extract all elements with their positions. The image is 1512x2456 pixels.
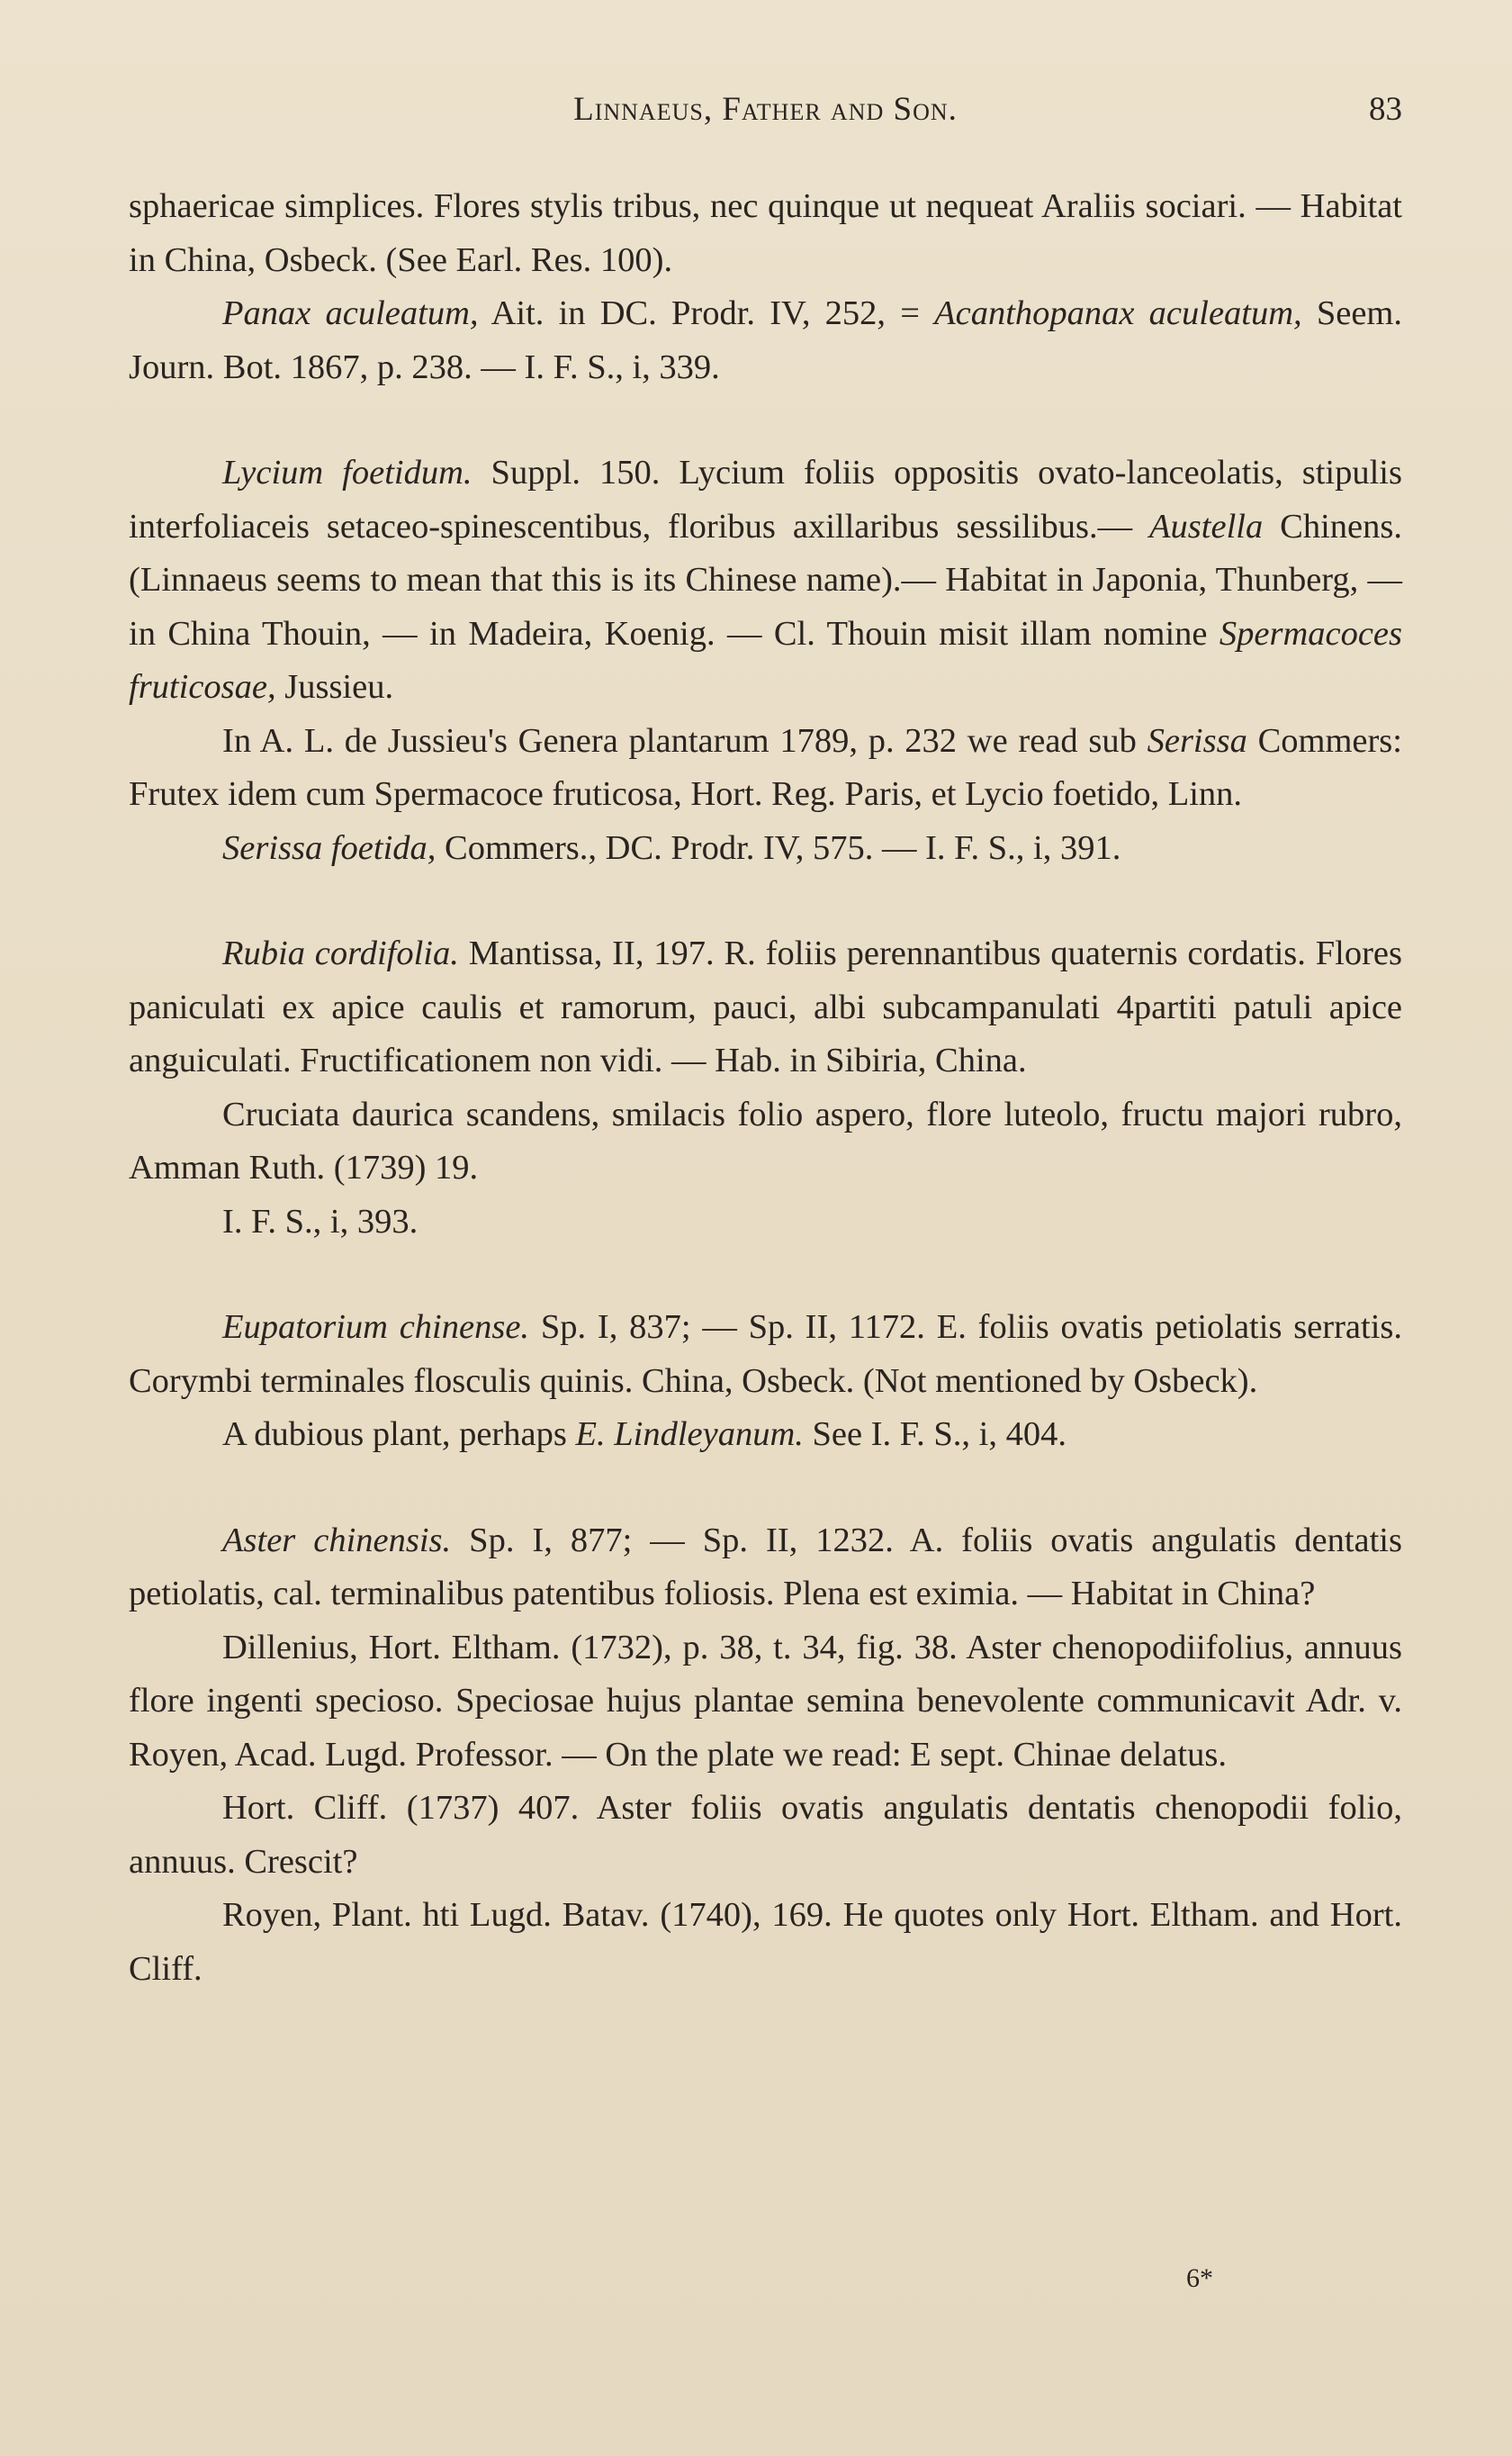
italic-name: Lycium foetidum.: [222, 454, 472, 492]
paragraph: [129, 1196, 1402, 1250]
paragraph-text: Jussieu.: [275, 668, 394, 706]
paragraph: [129, 927, 1402, 1088]
paragraph-text: I. F. S., i, 393.: [222, 1202, 418, 1241]
italic-name: Spermacoces fruticosae,: [129, 614, 1402, 706]
italic-name: Acanthopanax aculeatum,: [934, 294, 1302, 332]
italic-name: Serissa foetida,: [222, 828, 436, 867]
paragraph: [129, 1621, 1402, 1783]
paragraph-text: Commers: Frutex idem cum Spermacoce fruticosa, Hort. Reg. Paris, et Lycio foetido, Linn.: [129, 721, 1402, 813]
paragraph-text: Commers., DC. Prodr. IV, 575. — I. F. S., i, 391.: [436, 828, 1121, 867]
paragraph-text: In A. L. de Jussieu's Genera plantarum 1789, p. 232 we read sub: [222, 721, 1148, 760]
paragraph: [129, 1408, 1402, 1462]
paragraph-text: Chinens. (Linnaeus seems to mean that this is its Chinese name).— Habitat in Japonia, Thunberg, — in China Thouin, — in Madeira, Koenig. — Cl. Thouin misit illam nomine: [129, 507, 1402, 653]
paragraph-text: See I. F. S., i, 404.: [803, 1415, 1066, 1453]
paragraph-text: Sp. I, 837; — Sp. II, 1172. E. foliis ovatis petiolatis serratis. Corymbi terminales flosculis quinis. China, Osbeck. (Not mentioned by Osbeck).: [129, 1308, 1402, 1400]
paragraph-text: Ait. in DC. Prodr. IV, 252, =: [478, 294, 935, 332]
paragraph: [129, 1301, 1402, 1408]
paragraph-text: Royen, Plant. hti Lugd. Batav. (1740), 169. He quotes only Hort. Eltham. and Hort. Cliff.: [129, 1896, 1402, 1988]
page-number: 83: [1369, 91, 1402, 128]
italic-name: Eupatorium chinense.: [222, 1308, 530, 1346]
italic-name: E. Lindleyanum.: [575, 1415, 804, 1453]
italic-name: Rubia cordifolia.: [222, 935, 459, 972]
italic-name: Aster chinensis.: [222, 1521, 452, 1559]
paragraph: [129, 715, 1402, 822]
paragraph: [129, 1782, 1402, 1889]
italic-name: Austella: [1149, 507, 1264, 546]
paragraph: [129, 447, 1402, 715]
page-header: [129, 90, 1402, 144]
paragraph-text: A dubious plant, perhaps: [222, 1415, 576, 1453]
paragraph-text: Suppl. 150. Lycium foliis oppositis ovato-lanceolatis, stipulis interfoliaceis setaceo-spinescentibus, floribus axillaribus sessilibus.—: [129, 454, 1402, 546]
paragraph: [129, 287, 1402, 394]
body-text: [129, 180, 1402, 1996]
paragraph: [129, 1889, 1402, 1996]
italic-name: Panax aculeatum,: [222, 294, 479, 332]
paragraph-text: sphaericae simplices. Flores stylis tribus, nec quinque ut nequeat Araliis sociari. — Habitat in China, Osbeck. (See Earl. Res. 100).: [129, 187, 1402, 279]
paragraph-text: Cruciata daurica scandens, smilacis folio aspero, flore luteolo, fructu majori rubro, Amman Ruth. (1739) 19.: [129, 1095, 1402, 1187]
paragraph-text: Hort. Cliff. (1737) 407. Aster foliis ovatis angulatis dentatis chenopodii folio, annuus. Crescit?: [129, 1789, 1402, 1881]
paragraph: [129, 180, 1402, 287]
paragraph-text: Dillenius, Hort. Eltham. (1732), p. 38, t. 34, fig. 38. Aster chenopodiifolius, annuus flore ingenti specioso. Speciosae hujus plantae semina benevolente communicavit Adr. v. Royen, Acad. Lugd. Professor. — On the plate we read: E sept. Chinae delatus.: [129, 1628, 1402, 1774]
paragraph: [129, 1514, 1402, 1621]
signature-mark: 6*: [1186, 2263, 1213, 2293]
paragraph: [129, 1088, 1402, 1196]
paragraph-text: Mantissa, II, 197. R. foliis perennantibus quaternis cordatis. Flores paniculati ex apice caulis et ramorum, pauci, albi subcampanulati 4partiti patuli apice anguiculati. Fructificationem non vidi. — Hab. in Sibiria, China.: [129, 935, 1402, 1079]
paragraph-text: Sp. I, 877; — Sp. II, 1232. A. foliis ovatis angulatis dentatis petiolatis, cal. terminalibus patentibus foliosis. Plena est eximia. — Habitat in China?: [129, 1521, 1402, 1612]
running-head: Linnaeus, Father and Son.: [573, 91, 958, 128]
italic-name: Serissa: [1147, 721, 1247, 760]
paragraph-text: Seem. Journ. Bot. 1867, p. 238. — I. F. S., i, 339.: [129, 294, 1402, 386]
paragraph: [129, 822, 1402, 876]
